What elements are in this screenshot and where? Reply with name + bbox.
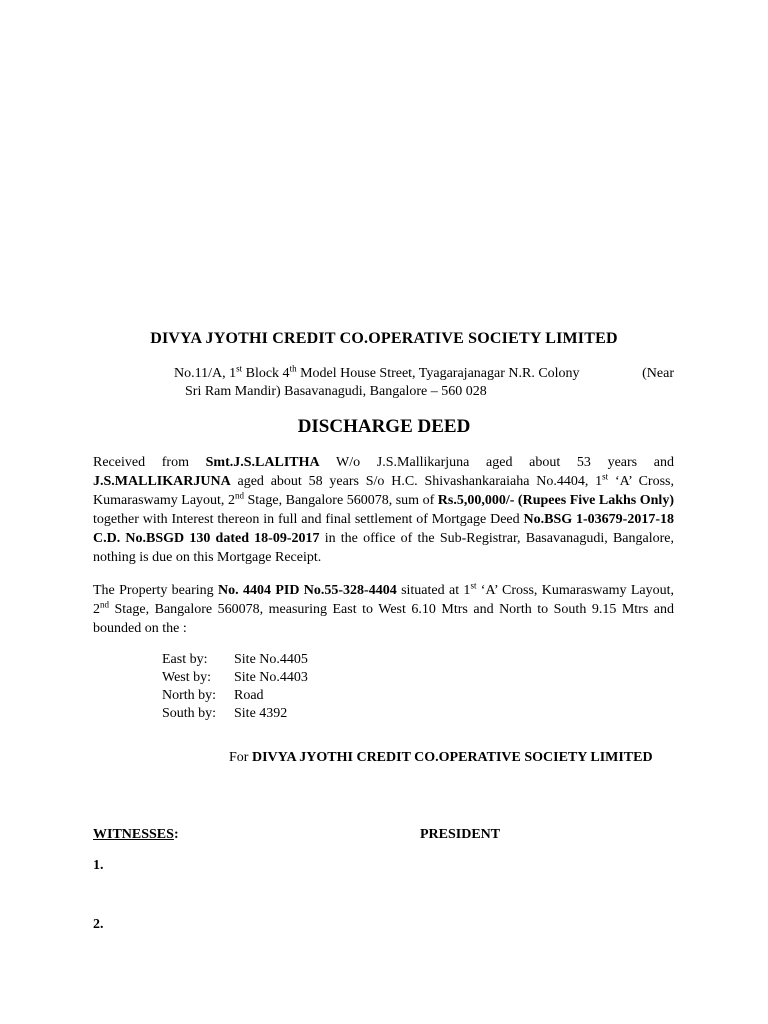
address-line-2: Sri Ram Mandir) Basavanagudi, Bangalore – 560 028 bbox=[185, 384, 487, 399]
president-label: PRESIDENT bbox=[420, 827, 501, 842]
boundary-label: South by: bbox=[162, 706, 217, 721]
boundary-label: North by: bbox=[162, 688, 217, 703]
boundary-row bbox=[162, 687, 308, 705]
address-part: No.11/A, 1st Block 4th Model House Street, Tyagarajanagar N.R. Colony bbox=[174, 363, 580, 381]
witness-2: 2. bbox=[93, 917, 104, 932]
boundary-label: West by: bbox=[162, 670, 212, 685]
boundary-value: Site No.4403 bbox=[234, 670, 308, 685]
receipt-paragraph: Received from Smt.J.S.LALITHA W/o J.S.Mallikarjuna aged about 53 years and J.S.MALLIKARJUNA aged about 58 years S/o H.C. Shivashankaraiaha No.4404, 1st ‘A’ Cross, Kumaraswamy Layout, 2nd Stage, Bangalore 560078, sum of Rs.5,00,000/- (Rupees Five Lakhs Only) together with Interest thereon in full and final settlement of Mortgage Deed No.BSG 1-03679-2017-18 C.D. No.BSGD 130 dated 18-09-2017 in the office of the Sub-Registrar, Basavanagudi, Bangalore, nothing is due on this Mortgage Receipt. bbox=[93, 455, 674, 565]
signatory-line: For DIVYA JYOTHI CREDIT CO.OPERATIVE SOCIETY LIMITED bbox=[229, 750, 653, 765]
address-line-1 bbox=[174, 363, 674, 382]
property-paragraph: The Property bearing No. 4404 PID No.55-328-4404 situated at 1st ‘A’ Cross, Kumaraswamy Layout, 2nd Stage, Bangalore 560078, measuring East to West 6.10 Mtrs and North to South 9.15 Mtrs and bounded on the : bbox=[93, 580, 674, 636]
address-near: (Near bbox=[642, 366, 674, 381]
boundary-label: East by: bbox=[162, 652, 208, 667]
deed-title: DISCHARGE DEED bbox=[297, 416, 471, 437]
boundary-value: Site 4392 bbox=[234, 706, 288, 721]
boundaries-table bbox=[162, 651, 308, 723]
witnesses-label: WITNESSES: bbox=[93, 827, 179, 842]
boundary-row bbox=[162, 705, 308, 723]
witness-1: 1. bbox=[93, 858, 104, 873]
society-title: DIVYA JYOTHI CREDIT CO.OPERATIVE SOCIETY LIMITED bbox=[150, 330, 618, 347]
boundary-row bbox=[162, 669, 308, 687]
boundary-value: Road bbox=[234, 688, 264, 703]
boundary-row bbox=[162, 651, 308, 669]
boundary-value: Site No.4405 bbox=[234, 652, 308, 667]
